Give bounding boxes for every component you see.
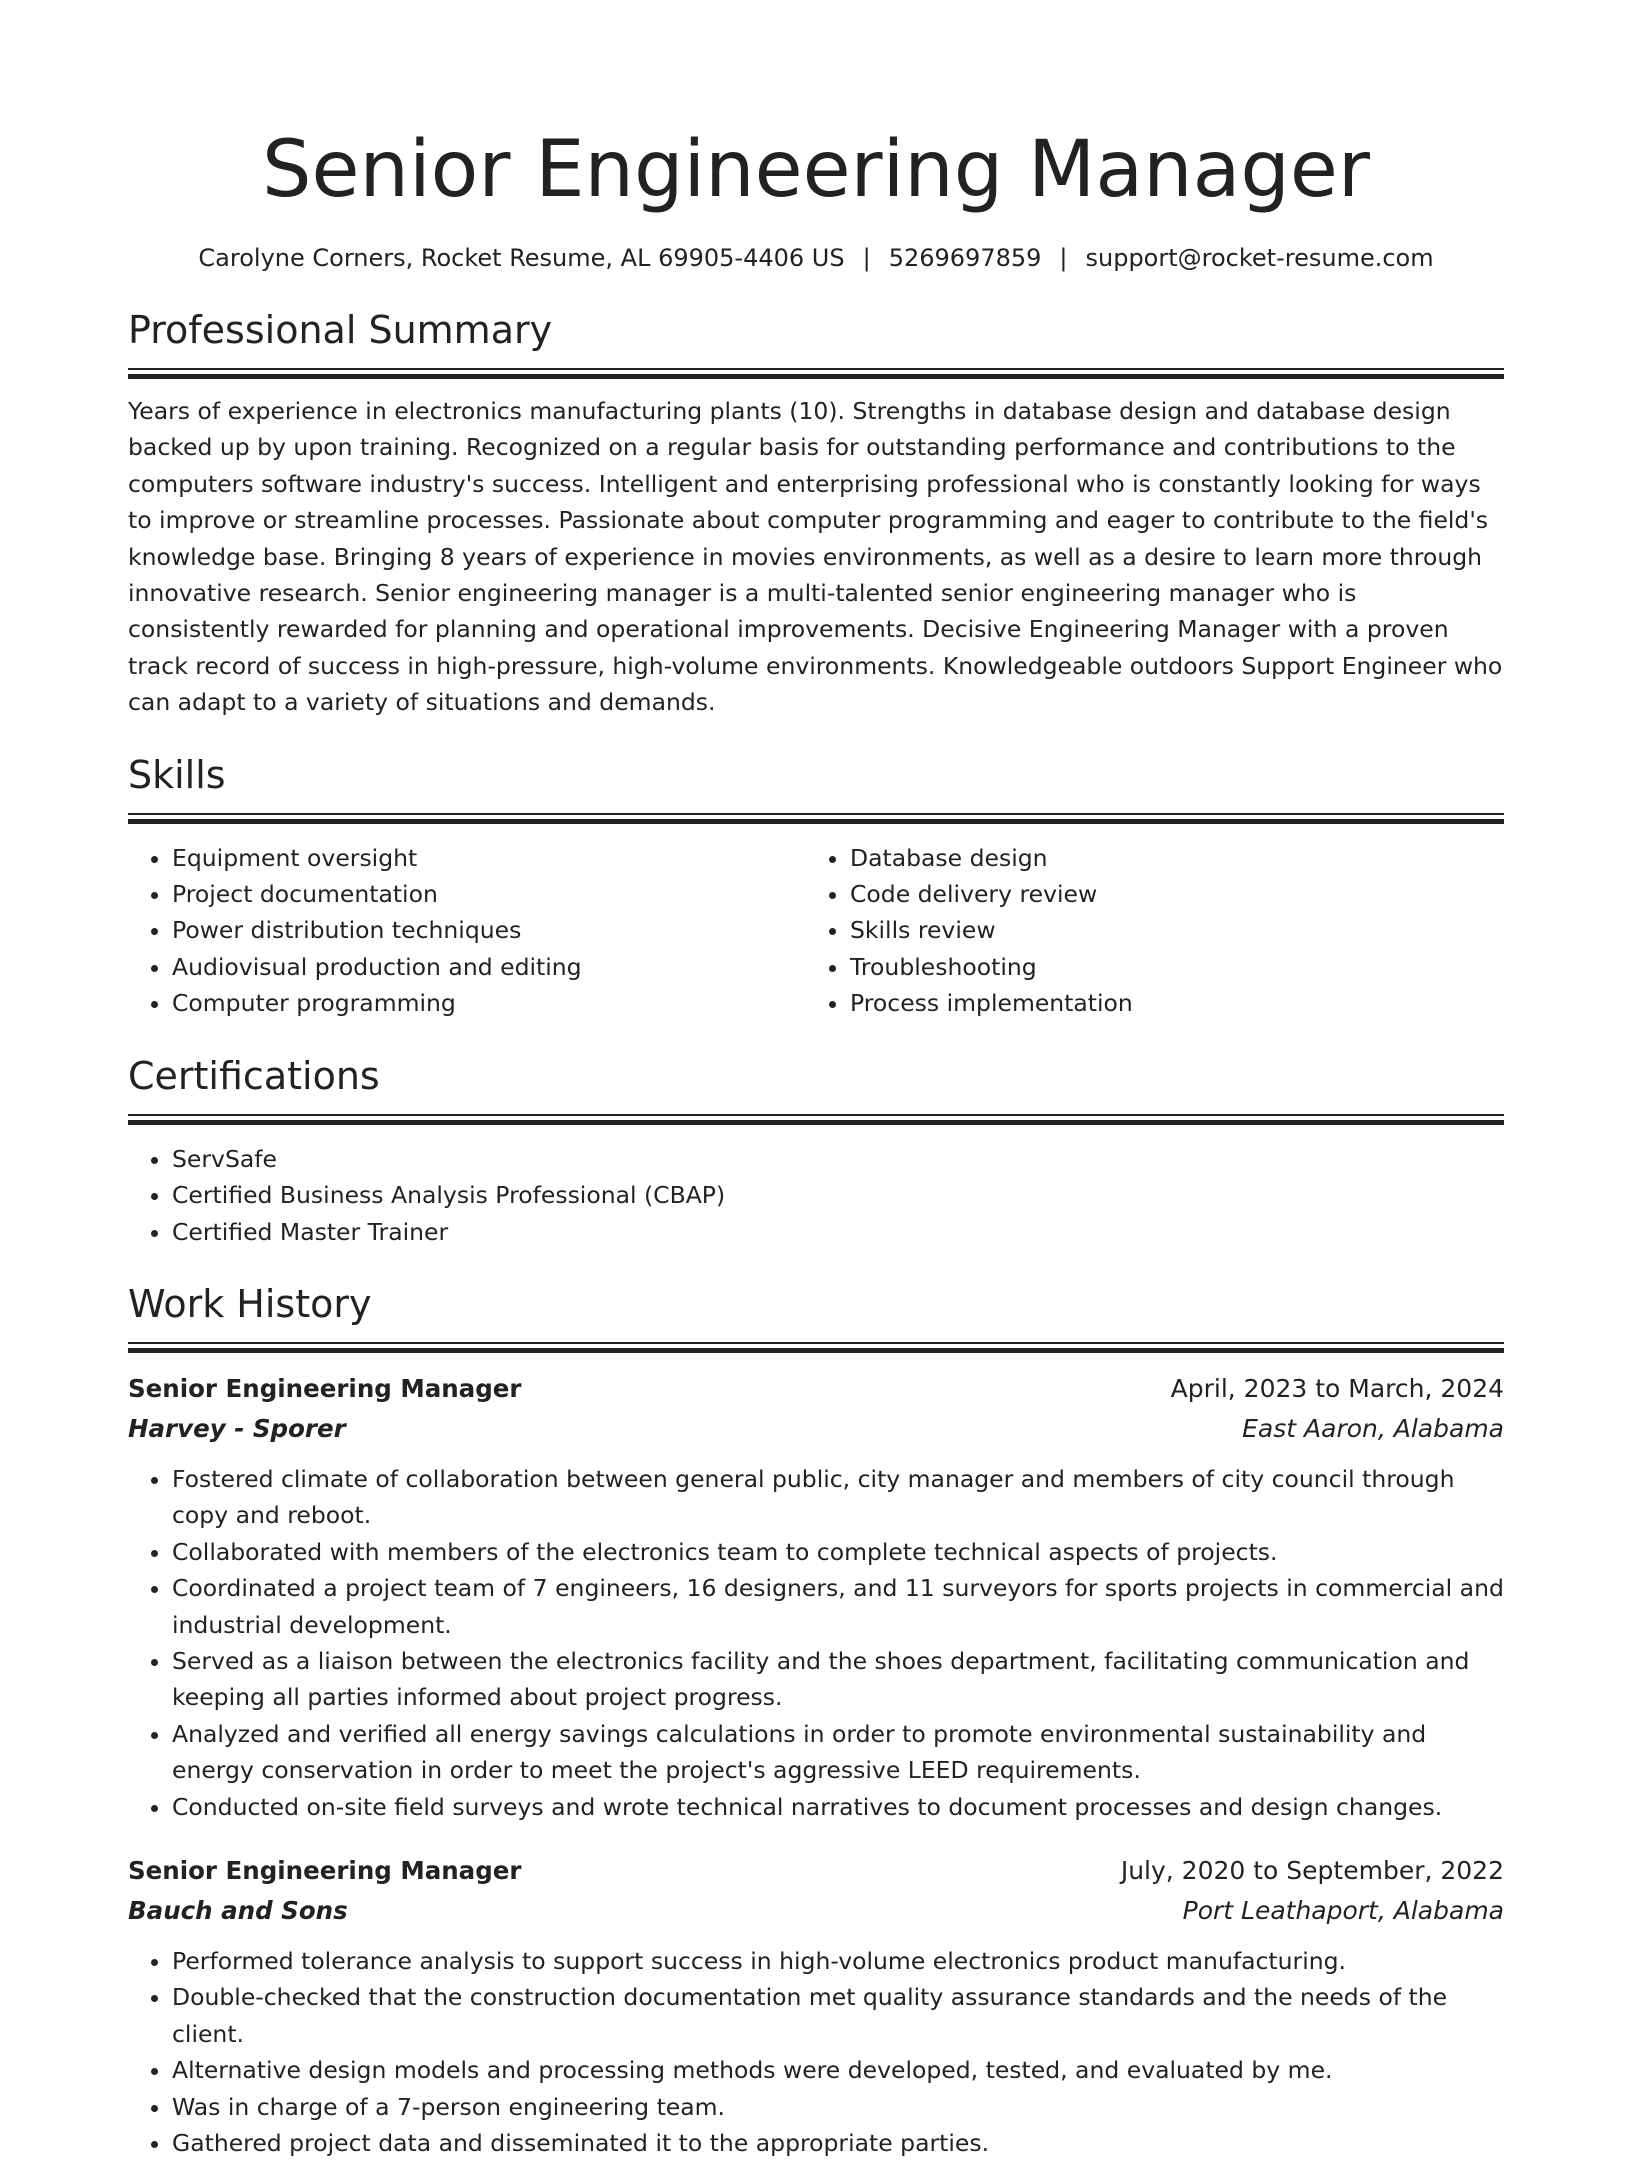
work-section (128, 1280, 1504, 2161)
list-item: • Skills review (850, 912, 1484, 948)
section-divider (128, 1342, 1504, 1353)
list-item: • Gathered project data and disseminated it to the appropriate parties. (172, 2125, 1504, 2161)
section-divider (128, 368, 1504, 379)
skills-columns (128, 840, 1504, 1022)
job-dates: April, 2023 to March, 2024 (1170, 1373, 1504, 1403)
job-company: Bauch and Sons (128, 1895, 348, 1925)
job-subheader (128, 1891, 1504, 1931)
job-location: East Aaron, Alabama (1242, 1413, 1504, 1443)
section-divider (128, 813, 1504, 824)
resume-page (128, 0, 1504, 2161)
job-header (128, 1369, 1504, 1409)
job-bullets (128, 1943, 1504, 2161)
list-item: • Troubleshooting (850, 949, 1484, 985)
job-subheader (128, 1409, 1504, 1449)
list-item: • Certified Business Analysis Professional (CBAP) (172, 1177, 1504, 1213)
resume-name: Senior Engineering Manager (262, 125, 1370, 215)
contact-phone: 5269697859 (888, 244, 1042, 272)
job-dates: July, 2020 to September, 2022 (1120, 1855, 1504, 1885)
skills-list-right (806, 840, 1484, 1022)
certifications-section (128, 1052, 1504, 1250)
job-entry (128, 1369, 1504, 1825)
list-item: • Served as a liaison between the electronics facility and the shoes department, facilitating communication and keeping all parties informed about project progress. (172, 1643, 1504, 1716)
list-item: • Double-checked that the construction documentation met quality assurance standards and the needs of the client. (172, 1979, 1504, 2052)
list-item: • Power distribution techniques (172, 912, 806, 948)
job-title: Senior Engineering Manager (128, 1373, 522, 1403)
list-item: • Collaborated with members of the electronics team to complete technical aspects of projects. (172, 1534, 1504, 1570)
contact-email: support@rocket-resume.com (1085, 244, 1434, 272)
contact-line (128, 242, 1504, 274)
contact-address: Carolyne Corners, Rocket Resume, AL 69905-4406 US (198, 244, 845, 272)
list-item: • Was in charge of a 7-person engineering team. (172, 2089, 1504, 2125)
list-item: • Database design (850, 840, 1484, 876)
list-item: • Certified Master Trainer (172, 1214, 1504, 1250)
section-title-work: Work History (128, 1281, 372, 1326)
skills-column-left (128, 840, 806, 1022)
list-item: • Analyzed and verified all energy savings calculations in order to promote environmental sustainability and energy conservation in order to meet the project's aggressive LEED requirements. (172, 1716, 1504, 1789)
skills-list-left (128, 840, 806, 1022)
list-item: • Code delivery review (850, 876, 1484, 912)
section-title-skills: Skills (128, 752, 226, 797)
list-item: • Process implementation (850, 985, 1484, 1021)
list-item: • Equipment oversight (172, 840, 806, 876)
job-location: Port Leathaport, Alabama (1182, 1895, 1504, 1925)
list-item: • Fostered climate of collaboration between general public, city manager and members of city council through copy and reboot. (172, 1461, 1504, 1534)
skills-section (128, 751, 1504, 1022)
list-item: • Coordinated a project team of 7 engineers, 16 designers, and 11 surveyors for sports projects in commercial and industrial development. (172, 1570, 1504, 1643)
list-item: • Computer programming (172, 985, 806, 1021)
list-item: • Alternative design models and processing methods were developed, tested, and evaluated by me. (172, 2052, 1504, 2088)
summary-text: Years of experience in electronics manufacturing plants (10). Strengths in database design and database design backed up by upon training. Recognized on a regular basis for outstanding performance and contributions to the computers software industry's success. Intelligent and enterprising professional who is constantly looking for ways to improve or streamline processes. Passionate about computer programming and eager to contribute to the field's knowledge base. Bringing 8 years of experience in movies environments, as well as a desire to learn more through innovative research. Senior engineering manager is a multi-talented senior engineering manager who is consistently rewarded for planning and operational improvements. Decisive Engineering Manager with a proven track record of success in high-pressure, high-volume environments. Knowledgeable outdoors Support Engineer who can adapt to a variety of situations and demands. (128, 397, 1503, 717)
job-entry (128, 1851, 1504, 2161)
skills-column-right (806, 840, 1484, 1022)
summary-section (128, 306, 1504, 721)
job-header (128, 1851, 1504, 1891)
list-item: • Audiovisual production and editing (172, 949, 806, 985)
contact-separator: | (862, 244, 871, 272)
section-title-certifications: Certifications (128, 1053, 380, 1098)
list-item: • ServSafe (172, 1141, 1504, 1177)
job-bullets (128, 1461, 1504, 1825)
contact-separator: | (1059, 244, 1068, 272)
job-company: Harvey - Sporer (128, 1413, 346, 1443)
job-title: Senior Engineering Manager (128, 1855, 522, 1885)
section-divider (128, 1114, 1504, 1125)
section-title-summary: Professional Summary (128, 308, 553, 352)
certifications-list (128, 1141, 1504, 1250)
list-item: • Performed tolerance analysis to support success in high-volume electronics product manufacturing. (172, 1943, 1504, 1979)
list-item: • Conducted on-site field surveys and wrote technical narratives to document processes and design changes. (172, 1789, 1504, 1825)
list-item: • Project documentation (172, 876, 806, 912)
